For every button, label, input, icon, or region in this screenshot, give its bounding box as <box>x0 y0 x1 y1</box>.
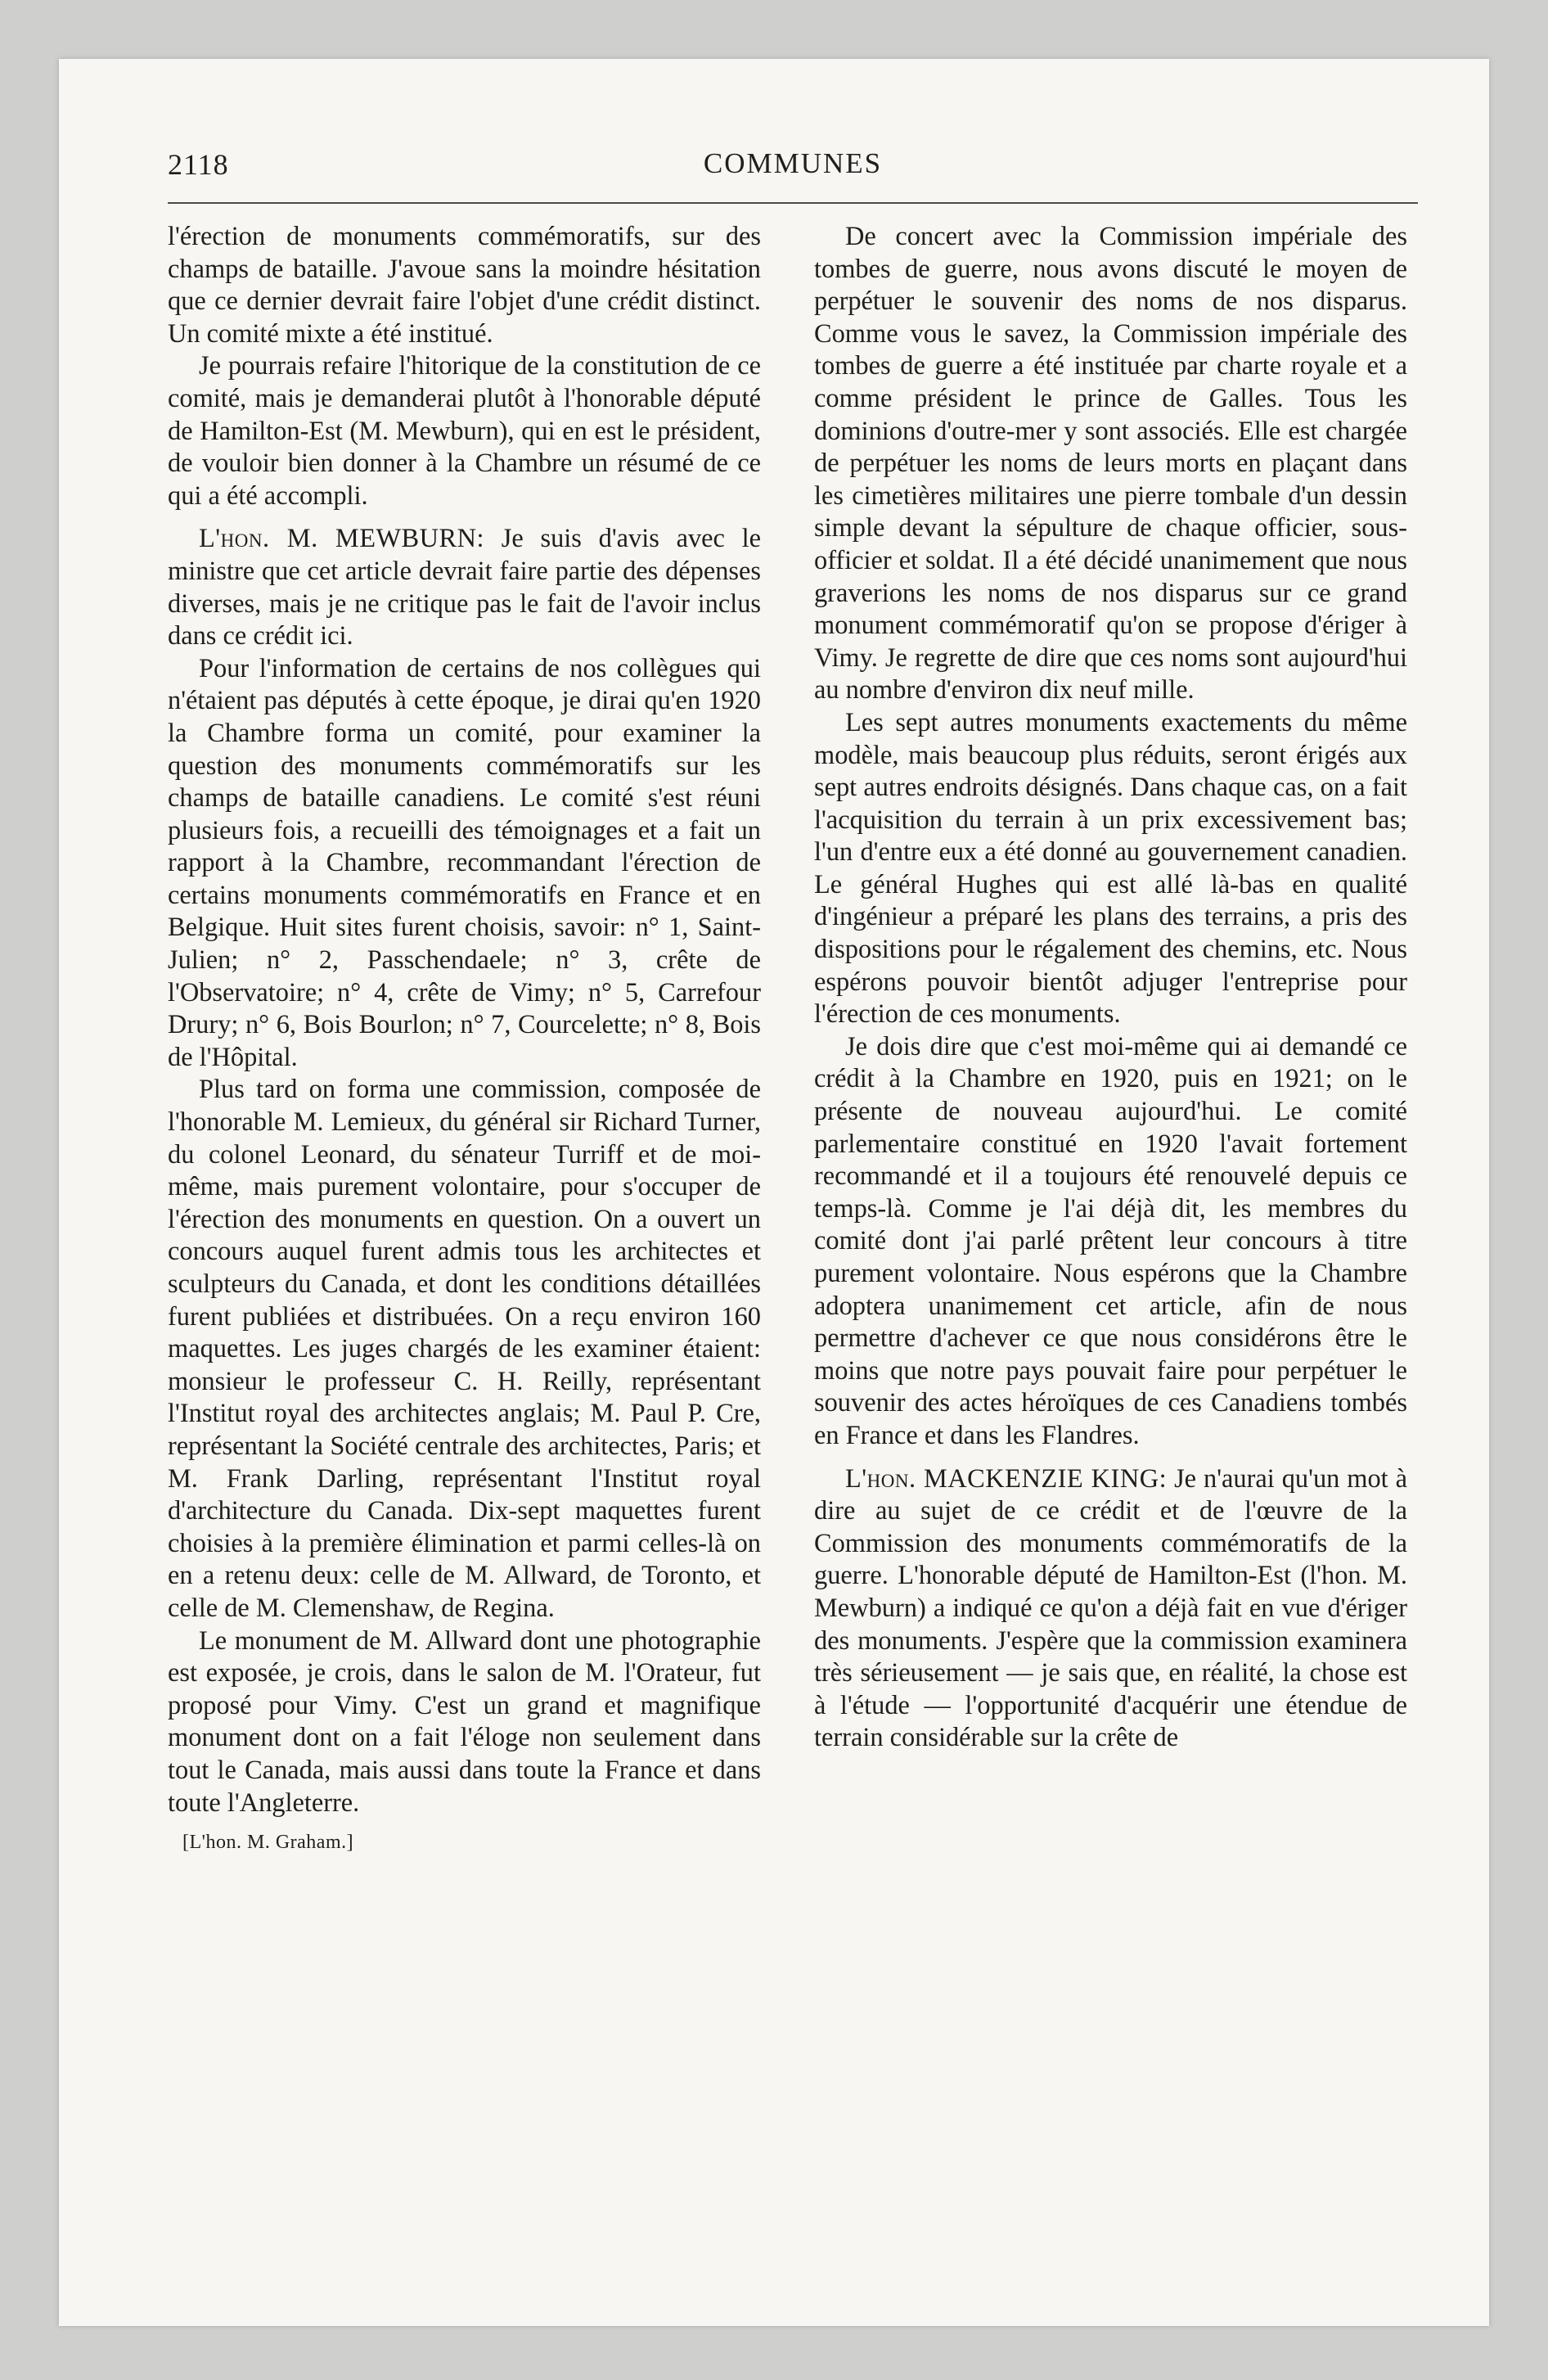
left-column <box>168 221 761 1855</box>
speech-paragraph <box>814 1463 1407 1755</box>
paragraph: Pour l'information de certains de nos collègues qui n'étaient pas députés à cette époque, je dirai qu'en 1920 la Chambre forma un comité, pour examiner la question des monuments commémoratifs sur les champs de bataille canadiens. Le comité s'est réuni plusieurs fois, a recueilli des témoignages et a fait un rapport à la Chambre, recommandant l'érection de certains monuments commémoratifs en France et en Belgique. Huit sites furent choisis, savoir: n° 1, Saint-Julien; n° 2, Passchendaele; n° 3, crête de l'Observatoire; n° 4, crête de Vimy; n° 5, Carrefour Drury; n° 6, Bois Bourlon; n° 7, Courcelette; n° 8, Bois de l'Hôpital. <box>168 653 761 1072</box>
running-head: COMMUNES <box>703 147 883 179</box>
speaker-name: L'hon. MACKENZIE KING: <box>845 1463 1168 1494</box>
page-header <box>168 147 1418 188</box>
speaker-name: L'hon. M. MEWBURN: <box>199 524 485 554</box>
right-column <box>814 221 1407 1755</box>
speech-paragraph <box>168 523 761 652</box>
paragraph: Les sept autres monuments exactements du même modèle, mais beaucoup plus réduits, seront érigés aux sept autres endroits désignés. Dans chaque cas, on a fait l'acquisition du terrain à un prix excessivement bas; l'un d'entre eux a été donné au gouvernement canadien. Le général Hughes qui est allé là-bas en qualité d'ingénieur a préparé les plans des terrains, a pris des dispositions pour le régalement des chemins, etc. Nous espérons pouvoir bientôt adjuger l'entreprise pour l'érection de ces monuments. <box>814 707 1407 1030</box>
speaker-attribution: [L'hon. M. Graham.] <box>182 1832 354 1854</box>
paragraph: Plus tard on forma une commission, composée de l'honorable M. Lemieux, du général sir Richard Turner, du colonel Leonard, du sénateur Turriff et de moi-même, mais purement volontaire, pour s'occuper de l'érection des monuments en question. On a ouvert un concours auquel furent admis tous les architectes et sculpteurs du Canada, et dont les conditions détaillées furent publiées et distribuées. On a reçu environ 160 maquettes. Les juges chargés de les examiner étaient: monsieur le professeur C. H. Reilly, représentant l'Institut royal des architectes anglais; M. Paul P. Cre, représentant la Société centrale des architectes, Paris; et M. Frank Darling, représentant l'Institut royal d'architecture du Canada. Dix-sept maquettes furent choisies à la première élimination et parmi celles-là on en a retenu deux: celle de M. Allward, de Toronto, et celle de M. Clemenshaw, de Regina. <box>168 1075 761 1623</box>
paragraph: De concert avec la Commission impériale des tombes de guerre, nous avons discuté le moyen de perpétuer le souvenir des noms de nos disparus. Comme vous le savez, la Commission impériale des tombes de guerre a été instituée par charte royale et a comme président le prince de Galles. Tous les dominions d'outre-mer y sont associés. Elle est chargée de perpétuer les noms de leurs morts en plaçant dans les cimetières militaires une pierre tombale d'un dessin simple devant la sépulture de chaque officier, sous-officier et soldat. Il a été décidé unanimement que nous graverions les noms de nos disparus sur ce grand monument commémoratif qu'on se propose d'ériger à Vimy. Je regrette de dire que ces noms sont aujourd'hui au nombre d'environ dix neuf mille. <box>814 222 1407 705</box>
header-rule <box>168 202 1418 204</box>
page-number: 2118 <box>168 148 229 181</box>
paragraph: Je pourrais refaire l'hitorique de la constitution de ce comité, mais je demanderai plutôt à l'honorable député de Hamilton-Est (M. Mewburn), qui en est le président, de vouloir bien donner à la Chambre un résumé de ce qui a été accompli. <box>168 351 761 511</box>
speech-text: Je n'aurai qu'un mot à dire au sujet de ce crédit et de l'œuvre de la Commission des monuments commémoratifs de la guerre. L'honorable député de Hamilton-Est (l'hon. M. Mewburn) a indiqué ce qu'on a déjà fait en vue d'ériger des monuments. J'espère que la commission examinera très sérieusement — je sais que, en réalité, la chose est à l'étude — l'opportunité d'acquérir une étendue de terrain considérable sur la crête de <box>814 1463 1407 1753</box>
speech-text: Je suis d'avis avec le ministre que cet article devrait faire partie des dépenses diverses, mais je ne critique pas le fait de l'avoir inclus dans ce crédit ici. <box>168 524 761 651</box>
paragraph: Je dois dire que c'est moi-même qui ai demandé ce crédit à la Chambre en 1920, puis en 1921; on le présente de nouveau aujourd'hui. Le comité parlementaire constitué en 1920 l'avait fortement recommandé et il a toujours été renouvelé depuis ce temps-là. Comme je l'ai déjà dit, les membres du comité dont j'ai parlé prêtent leur concours à titre purement volontaire. Nous espérons que la Chambre adoptera unanimement cet article, afin de nous permettre d'achever ce que nous considérons être le moins que notre pays pouvait faire pour perpétuer le souvenir des actes héroïques de ces Canadiens tombés en France et dans les Flandres. <box>814 1031 1407 1450</box>
paragraph: l'érection de monuments commémoratifs, sur des champs de bataille. J'avoue sans la moindre hésitation que ce dernier devrait faire l'objet d'une crédit distinct. Un comité mixte a été institué. <box>168 222 761 349</box>
paragraph: Le monument de M. Allward dont une photographie est exposée, je crois, dans le salon de M. l'Orateur, fut proposé pour Vimy. C'est un grand et magnifique monument dont on a fait l'éloge non seulement dans tout le Canada, mais aussi dans toute la France et dans toute l'Angleterre. <box>168 1625 761 1818</box>
